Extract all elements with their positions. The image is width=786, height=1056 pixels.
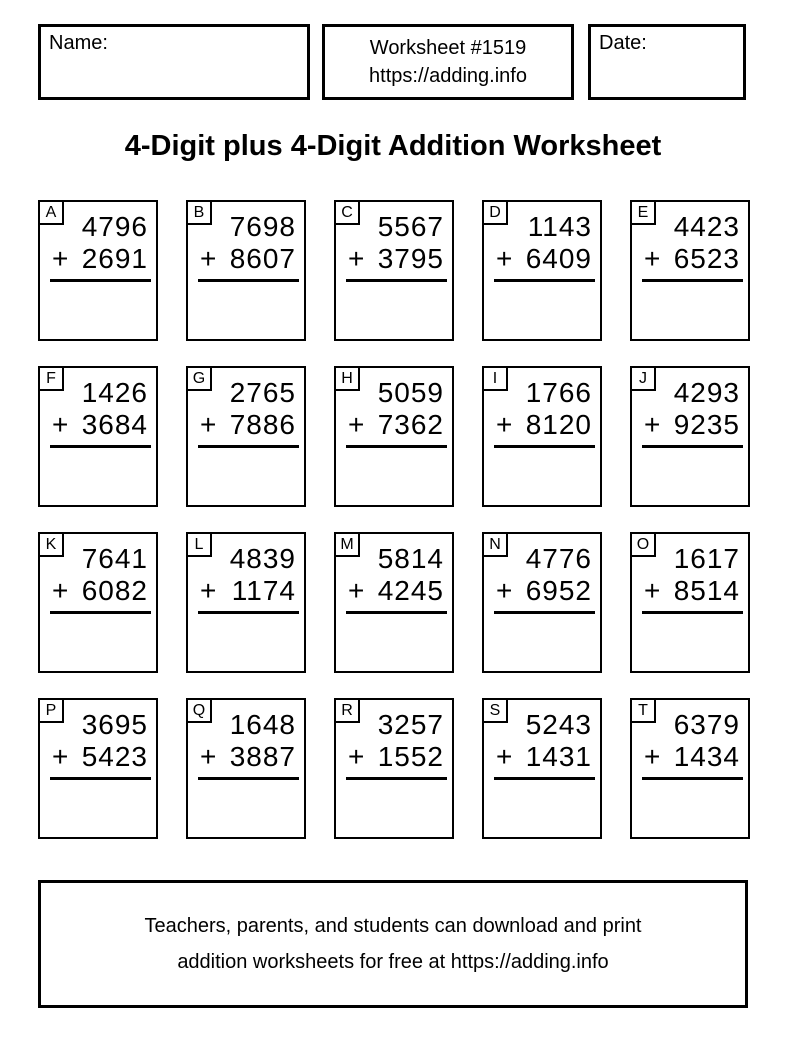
answer-line — [494, 279, 595, 282]
problem-numbers — [484, 377, 600, 441]
name-label: Name: — [49, 32, 108, 54]
problem-numbers — [40, 543, 156, 607]
plus-operator: + — [348, 409, 366, 440]
problem-cell — [482, 698, 602, 839]
problem-letter: N — [484, 534, 508, 557]
problem-letter: E — [632, 202, 656, 225]
addend-bottom: 1552 — [377, 741, 444, 772]
problem-numbers — [632, 211, 748, 275]
addend-top: 3695 — [81, 709, 148, 740]
problems-grid — [38, 200, 750, 839]
addend-top: 1648 — [229, 709, 296, 740]
problem-letter: J — [632, 368, 656, 391]
page-title: 4-Digit plus 4-Digit Addition Worksheet — [124, 130, 662, 162]
problem-numbers — [188, 543, 304, 607]
problem-letter: I — [484, 368, 508, 391]
addend-top: 5243 — [525, 709, 592, 740]
answer-line — [346, 611, 447, 614]
addend-bottom: 8120 — [525, 409, 592, 440]
addend-top: 4776 — [525, 543, 592, 574]
problem-cell — [38, 698, 158, 839]
problem-numbers — [40, 377, 156, 441]
problem-numbers — [188, 709, 304, 773]
answer-line — [50, 777, 151, 780]
problem-cell — [334, 698, 454, 839]
answer-line — [198, 777, 299, 780]
problem-letter: L — [188, 534, 212, 557]
addend-top: 7698 — [229, 211, 296, 242]
addend-top: 3257 — [377, 709, 444, 740]
problem-cell — [38, 200, 158, 341]
plus-operator: + — [496, 575, 514, 606]
problem-cell — [186, 698, 306, 839]
addend-top: 7641 — [81, 543, 148, 574]
problem-cell — [630, 200, 750, 341]
problem-letter: B — [188, 202, 212, 225]
problem-numbers — [40, 709, 156, 773]
addend-top: 5567 — [377, 211, 444, 242]
date-label: Date: — [599, 32, 647, 54]
name-field-box — [38, 24, 310, 100]
problem-cell — [482, 366, 602, 507]
problem-letter: O — [632, 534, 656, 557]
problem-numbers — [188, 377, 304, 441]
addend-bottom: 3684 — [81, 409, 148, 440]
problem-letter: H — [336, 368, 360, 391]
addend-top: 1143 — [527, 211, 592, 242]
problem-numbers — [632, 709, 748, 773]
answer-line — [346, 777, 447, 780]
addend-bottom: 6523 — [673, 243, 740, 274]
problem-cell — [630, 366, 750, 507]
plus-operator: + — [200, 741, 218, 772]
answer-line — [50, 279, 151, 282]
plus-operator: + — [644, 243, 662, 274]
problem-numbers — [188, 211, 304, 275]
problem-numbers — [632, 377, 748, 441]
footer-box — [38, 880, 748, 1008]
problem-letter: A — [40, 202, 64, 225]
problem-cell — [630, 698, 750, 839]
addend-top: 4293 — [673, 377, 740, 408]
problem-cell — [334, 366, 454, 507]
addend-bottom: 3887 — [229, 741, 296, 772]
problem-cell — [334, 200, 454, 341]
date-field-box — [588, 24, 746, 100]
problem-letter: F — [40, 368, 64, 391]
worksheet-url: https://adding.info — [369, 65, 527, 87]
plus-operator: + — [496, 243, 514, 274]
addend-bottom: 9235 — [673, 409, 740, 440]
addend-bottom: 6409 — [525, 243, 592, 274]
footer-line-2: addition worksheets for free at https://adding.info — [177, 951, 609, 973]
problem-cell — [334, 532, 454, 673]
plus-operator: + — [52, 575, 70, 606]
answer-line — [198, 279, 299, 282]
answer-line — [346, 279, 447, 282]
addend-top: 2765 — [229, 377, 296, 408]
addend-bottom: 1434 — [673, 741, 740, 772]
plus-operator: + — [496, 741, 514, 772]
plus-operator: + — [200, 575, 218, 606]
answer-line — [494, 777, 595, 780]
answer-line — [346, 445, 447, 448]
problem-letter: R — [336, 700, 360, 723]
addend-top: 5814 — [377, 543, 444, 574]
problem-letter: C — [336, 202, 360, 225]
addend-top: 1617 — [673, 543, 740, 574]
problem-letter: T — [632, 700, 656, 723]
problem-cell — [186, 366, 306, 507]
addend-top: 6379 — [673, 709, 740, 740]
problem-numbers — [40, 211, 156, 275]
plus-operator: + — [52, 243, 70, 274]
problem-numbers — [336, 211, 452, 275]
worksheet-info-box — [322, 24, 574, 100]
answer-line — [50, 445, 151, 448]
footer-line-1: Teachers, parents, and students can download and print — [144, 915, 642, 937]
addend-bottom: 6082 — [81, 575, 148, 606]
answer-line — [642, 777, 743, 780]
problem-numbers — [484, 709, 600, 773]
problem-numbers — [336, 709, 452, 773]
plus-operator: + — [644, 741, 662, 772]
addend-top: 4796 — [81, 211, 148, 242]
problem-letter: Q — [188, 700, 212, 723]
problem-letter: K — [40, 534, 64, 557]
problem-numbers — [632, 543, 748, 607]
worksheet-number: Worksheet #1519 — [369, 37, 527, 59]
problem-cell — [482, 200, 602, 341]
answer-line — [642, 445, 743, 448]
answer-line — [198, 445, 299, 448]
addend-top: 1426 — [81, 377, 148, 408]
problem-letter: S — [484, 700, 508, 723]
addend-top: 4839 — [229, 543, 296, 574]
problem-cell — [186, 532, 306, 673]
problem-cell — [38, 366, 158, 507]
addend-bottom: 4245 — [377, 575, 444, 606]
addend-bottom: 6952 — [525, 575, 592, 606]
problem-numbers — [484, 211, 600, 275]
problem-cell — [630, 532, 750, 673]
plus-operator: + — [348, 243, 366, 274]
plus-operator: + — [200, 409, 218, 440]
answer-line — [198, 611, 299, 614]
addend-top: 5059 — [377, 377, 444, 408]
problem-letter: P — [40, 700, 64, 723]
answer-line — [642, 611, 743, 614]
plus-operator: + — [200, 243, 218, 274]
problem-cell — [38, 532, 158, 673]
problem-numbers — [336, 377, 452, 441]
answer-line — [494, 445, 595, 448]
answer-line — [50, 611, 151, 614]
plus-operator: + — [348, 741, 366, 772]
addend-bottom: 7886 — [229, 409, 296, 440]
problem-letter: G — [188, 368, 212, 391]
plus-operator: + — [348, 575, 366, 606]
plus-operator: + — [644, 575, 662, 606]
addend-bottom: 5423 — [81, 741, 148, 772]
problem-letter: M — [336, 534, 360, 557]
answer-line — [642, 279, 743, 282]
problem-cell — [482, 532, 602, 673]
problem-cell — [186, 200, 306, 341]
addend-bottom: 1431 — [525, 741, 592, 772]
addend-bottom: 7362 — [377, 409, 444, 440]
plus-operator: + — [52, 741, 70, 772]
problem-letter: D — [484, 202, 508, 225]
plus-operator: + — [644, 409, 662, 440]
plus-operator: + — [496, 409, 514, 440]
addend-top: 1766 — [525, 377, 592, 408]
problem-numbers — [336, 543, 452, 607]
addend-bottom: 1174 — [231, 575, 296, 606]
addend-bottom: 3795 — [377, 243, 444, 274]
answer-line — [494, 611, 595, 614]
addend-bottom: 8607 — [229, 243, 296, 274]
addend-bottom: 2691 — [81, 243, 148, 274]
problem-numbers — [484, 543, 600, 607]
addend-bottom: 8514 — [673, 575, 740, 606]
plus-operator: + — [52, 409, 70, 440]
addend-top: 4423 — [673, 211, 740, 242]
